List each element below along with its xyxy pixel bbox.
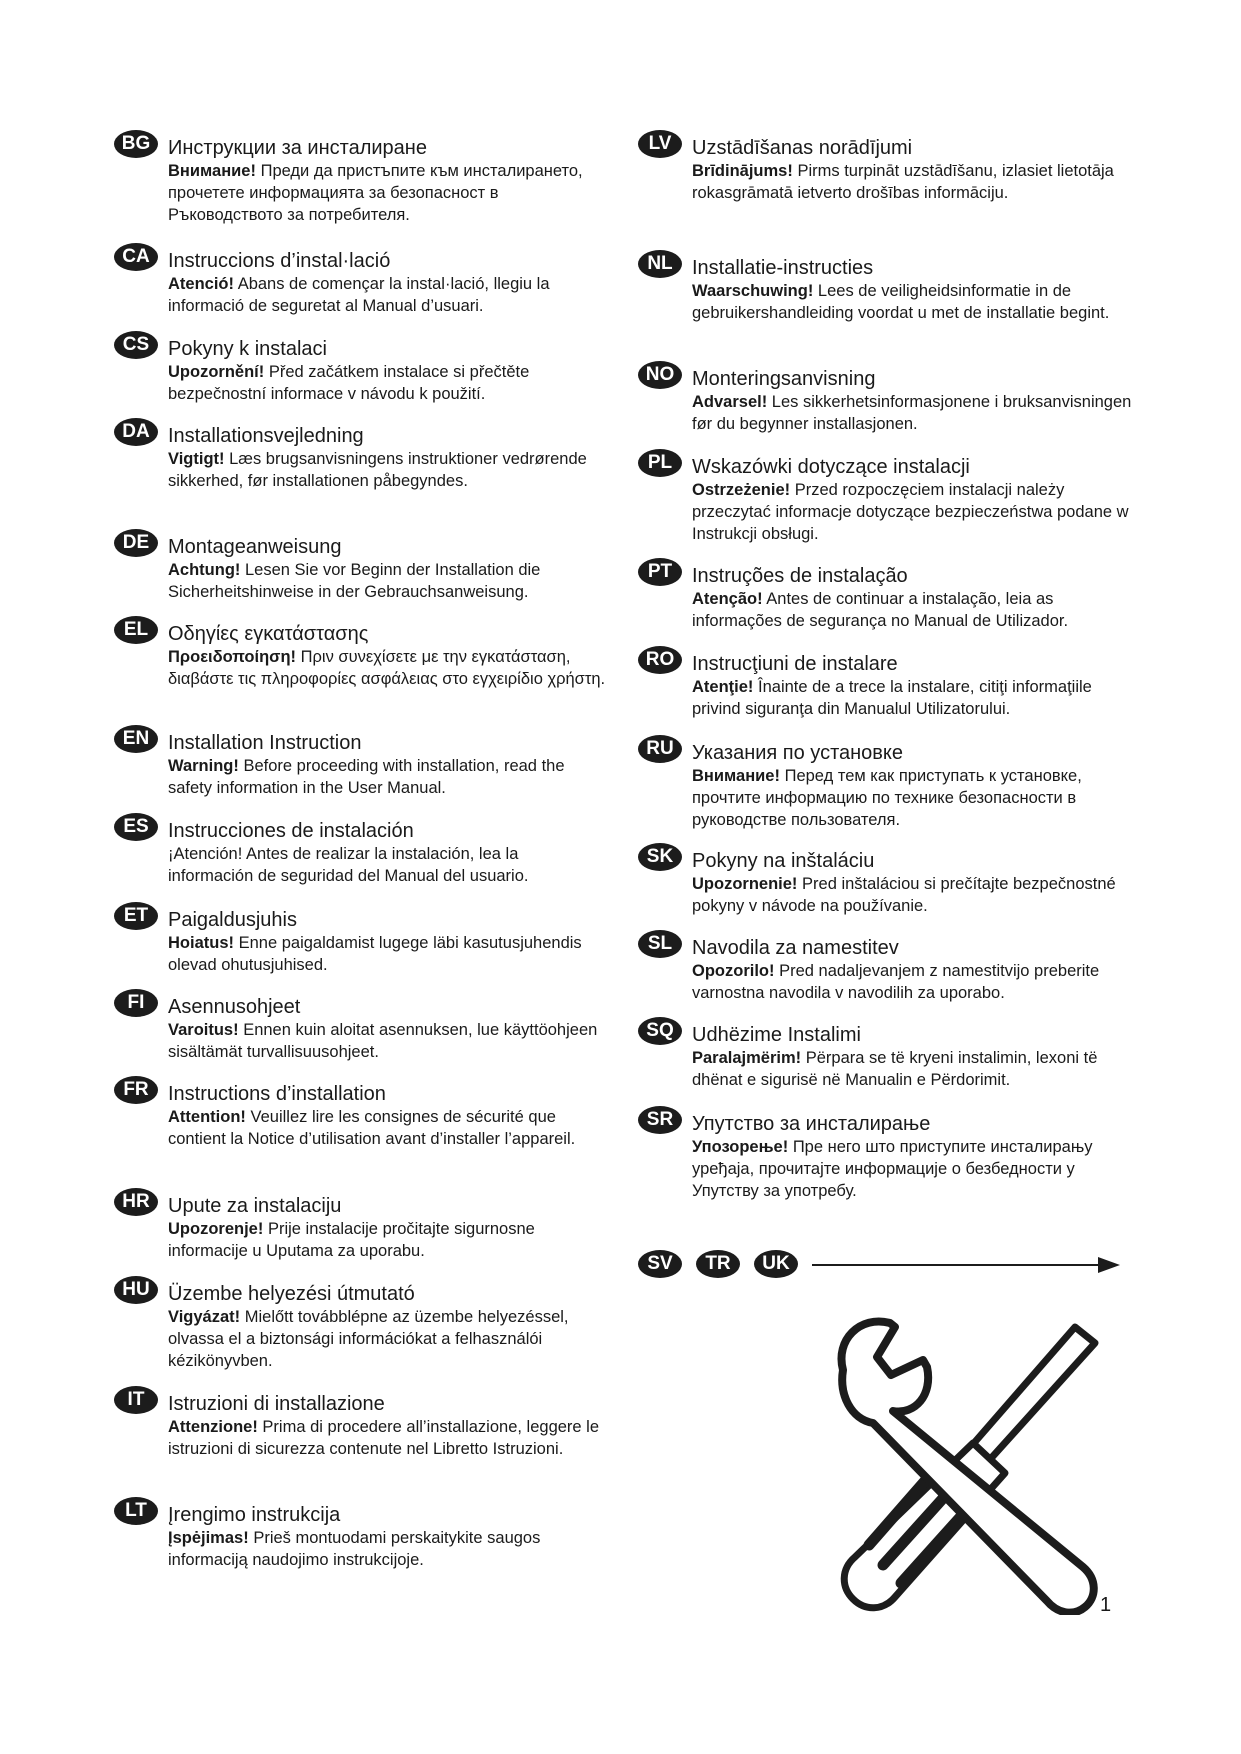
section-title: Paigaldusjuhis (168, 909, 297, 931)
language-badge: HU (114, 1276, 158, 1304)
warning-label: Vigtigt! (168, 450, 225, 468)
instruction-text: Mielőtt továbblépne az üzembe helyezéssel, olvassa el a biztonsági információkat a felhasználói kézikönyvben. (168, 1308, 569, 1370)
language-badge: FI (114, 989, 158, 1017)
warning-label: Atenţie! (692, 678, 754, 696)
warning-label: Attention! (168, 1108, 246, 1126)
section-text (168, 160, 608, 226)
language-badge: EL (114, 616, 158, 644)
instruction-text: Veuillez lire les consignes de sécurité que contient la Notice d’utilisation avant d’installer l’appareil. (168, 1108, 576, 1148)
instruction-text: Before proceeding with installation, read the safety information in the User Manual. (168, 757, 565, 797)
section-title: Montageanweisung (168, 536, 342, 558)
section-text (168, 1019, 608, 1063)
instruction-text: Lees de veiligheidsinformatie in de gebruikershandleiding voordat u met de installatie begint. (692, 282, 1110, 322)
section-title: Istruzioni di installazione (168, 1393, 385, 1415)
language-badge: ES (114, 813, 158, 841)
section-text (168, 755, 608, 799)
instruction-text: Πριν συνεχίσετε με την εγκατάσταση, διαβάστε τις πληροφορίες ασφάλειας στο εγχειρίδιο χρήστη. (168, 648, 606, 688)
warning-label: Paralajmërim! (692, 1049, 802, 1067)
language-badge-tr: TR (696, 1250, 740, 1278)
section-title: Navodila za namestitev (692, 937, 899, 959)
language-badge: SK (638, 843, 682, 871)
section-title: Инструкции за инсталиране (168, 137, 427, 159)
section-text (168, 1218, 608, 1262)
page-number: 1 (1100, 1594, 1112, 1616)
language-badge: RU (638, 735, 682, 763)
section-text (692, 479, 1132, 545)
instruction-text: Lesen Sie vor Beginn der Installation die Sicherheitshinweise in der Gebrauchsanweisung. (168, 561, 541, 601)
warning-label: Hoiatus! (168, 934, 234, 952)
section-text (168, 843, 608, 887)
language-badge: SL (638, 930, 682, 958)
instruction-text: ¡Atención! Antes de realizar la instalación, lea la información de seguridad del Manual del usuario. (168, 845, 529, 885)
arrow-line (812, 1264, 1102, 1266)
section-title: Instruções de instalação (692, 565, 908, 587)
section-title: Pokyny k instalaci (168, 338, 327, 360)
section-text (168, 448, 608, 492)
section-text (692, 1047, 1132, 1091)
section-title: Instruccions d’instal·lació (168, 250, 391, 272)
warning-label: Brīdinājums! (692, 162, 793, 180)
instruction-text: Înainte de a trece la instalare, citiţi informaţiile privind siguranţa din Manualul Utilizatorului. (692, 678, 1092, 718)
warning-label: Προειδοποίηση! (168, 648, 297, 666)
section-title: Üzembe helyezési útmutató (168, 1283, 415, 1305)
language-badge: CA (114, 243, 158, 271)
instruction-text: Пре него што приступите инсталирању уређаја, прочитајте информације о безбедности у Упутству за употребу. (692, 1138, 1093, 1200)
instruction-text: Przed rozpoczęciem instalacji należy przeczytać informacje dotyczące bezpieczeństwa podane w Instrukcji obsługi. (692, 481, 1129, 543)
section-title: Asennusohjeet (168, 996, 301, 1018)
language-badge: NO (638, 361, 682, 389)
section-text (692, 960, 1132, 1004)
section-title: Installatie-instructies (692, 257, 874, 279)
section-title: Instructions d’installation (168, 1083, 386, 1105)
warning-label: Waarschuwing! (692, 282, 814, 300)
section-title: Οδηγίες εγκατάστασης (168, 623, 369, 645)
language-badge: DA (114, 418, 158, 446)
section-text (692, 280, 1132, 324)
instruction-text: Перед тем как приступать к установке, прочтите информацию по технике безопасности в руководстве пользователя. (692, 767, 1082, 829)
language-badge: DE (114, 529, 158, 557)
instruction-text: Prieš montuodami perskaitykite saugos informaciją naudojimo instrukcijoje. (168, 1529, 541, 1569)
language-badge: LT (114, 1497, 158, 1525)
section-title: Udhëzime Instalimi (692, 1024, 861, 1046)
section-text (168, 273, 608, 317)
section-text (168, 932, 608, 976)
section-title: Указания по установке (692, 742, 904, 764)
language-badge-sv: SV (638, 1250, 682, 1278)
section-text (168, 361, 608, 405)
wrench-screwdriver-icon (835, 1315, 1135, 1615)
instruction-text: Před začátkem instalace si přečtěte bezpečnostní informace v návodu k použití. (168, 363, 530, 403)
instruction-text: Abans de començar la instal·lació, llegiu la informació de seguretat al Manual d’usuari. (168, 275, 550, 315)
language-badge: PT (638, 558, 682, 586)
section-title: Upute za instalaciju (168, 1195, 342, 1217)
language-badge: ET (114, 902, 158, 930)
instruction-text: Læs brugsanvisningens instruktioner vedrørende sikkerhed, før installationen påbegyndes. (168, 450, 587, 490)
section-title: Instrucciones de instalación (168, 820, 414, 842)
language-badge: FR (114, 1076, 158, 1104)
instruction-text: Enne paigaldamist lugege läbi kasutusjuhendis olevad ohutusjuhised. (168, 934, 582, 974)
section-title: Упутство за инсталирање (692, 1113, 931, 1135)
section-title: Instrucţiuni de instalare (692, 653, 898, 675)
section-title: Įrengimo instrukcija (168, 1504, 341, 1526)
warning-label: Vigyázat! (168, 1308, 241, 1326)
section-text (692, 1136, 1132, 1202)
section-text (168, 1416, 608, 1460)
section-title: Installationsvejledning (168, 425, 364, 447)
language-badge: EN (114, 725, 158, 753)
warning-label: Upozornění! (168, 363, 265, 381)
section-text (692, 873, 1132, 917)
section-text (168, 646, 608, 690)
warning-label: Ostrzeżenie! (692, 481, 791, 499)
language-badge: LV (638, 130, 682, 158)
section-text (168, 1106, 608, 1150)
language-badge: SQ (638, 1017, 682, 1045)
warning-label: Atenció! (168, 275, 234, 293)
instruction-text: Ennen kuin aloitat asennuksen, lue käyttöohjeen sisältämät turvallisuusohjeet. (168, 1021, 598, 1061)
warning-label: Attenzione! (168, 1418, 258, 1436)
section-title: Monteringsanvisning (692, 368, 876, 390)
section-text (692, 588, 1132, 632)
warning-label: Upozorenje! (168, 1220, 264, 1238)
section-text (692, 676, 1132, 720)
language-badge: SR (638, 1106, 682, 1134)
language-badge: CS (114, 331, 158, 359)
warning-label: Внимание! (692, 767, 780, 785)
warning-label: Внимание! (168, 162, 256, 180)
instruction-text: Pirms turpināt uzstādīšanu, izlasiet lietotāja rokasgrāmatā ietverto drošības informāciju. (692, 162, 1114, 202)
language-badge: RO (638, 646, 682, 674)
instruction-text: Antes de continuar a instalação, leia as informações de segurança no Manual de Utilizador. (692, 590, 1069, 630)
instruction-text: Prima di procedere all’installazione, leggere le istruzioni di sicurezza contenute nel Libretto Istruzioni. (168, 1418, 600, 1458)
warning-label: Įspėjimas! (168, 1529, 249, 1547)
instruction-text: Pred nadaljevanjem z namestitvijo preberite varnostna navodila v navodilih za uporabo. (692, 962, 1100, 1002)
language-badge: HR (114, 1188, 158, 1216)
section-text (692, 160, 1132, 204)
section-title: Uzstādīšanas norādījumi (692, 137, 913, 159)
instruction-text: Përpara se të kryeni instalimin, lexoni të dhënat e sigurisë në Manualin e Përdorimit. (692, 1049, 1098, 1089)
instruction-text: Преди да пристъпите към инсталирането, прочетете информацията за безопасност в Ръководството за потребителя. (168, 162, 583, 224)
section-text (168, 1306, 608, 1372)
warning-label: Advarsel! (692, 393, 768, 411)
section-title: Installation Instruction (168, 732, 362, 754)
section-title: Wskazówki dotyczące instalacji (692, 456, 970, 478)
instruction-text: Pred inštaláciou si prečítajte bezpečnostné pokyny v návode na používanie. (692, 875, 1116, 915)
arrow-right-icon (1098, 1257, 1120, 1273)
warning-label: Varoitus! (168, 1021, 239, 1039)
section-text (692, 391, 1132, 435)
section-text (168, 559, 608, 603)
warning-label: Achtung! (168, 561, 241, 579)
warning-label: Opozorilo! (692, 962, 775, 980)
section-text (692, 765, 1132, 831)
language-badge: BG (114, 130, 158, 158)
language-badge: IT (114, 1386, 158, 1414)
section-title: Pokyny na inštaláciu (692, 850, 875, 872)
language-badge-uk: UK (754, 1250, 798, 1278)
more-languages (638, 1250, 1118, 1280)
warning-label: Upozornenie! (692, 875, 798, 893)
warning-label: Atenção! (692, 590, 763, 608)
instruction-text: Prije instalacije pročitajte sigurnosne informacije u Uputama za uporabu. (168, 1220, 535, 1260)
section-text (168, 1527, 608, 1571)
warning-label: Warning! (168, 757, 239, 775)
language-badge: PL (638, 449, 682, 477)
warning-label: Упозорење! (692, 1138, 789, 1156)
instruction-text: Les sikkerhetsinformasjonene i bruksanvisningen før du begynner installasjonen. (692, 393, 1132, 433)
language-badge: NL (638, 250, 682, 278)
